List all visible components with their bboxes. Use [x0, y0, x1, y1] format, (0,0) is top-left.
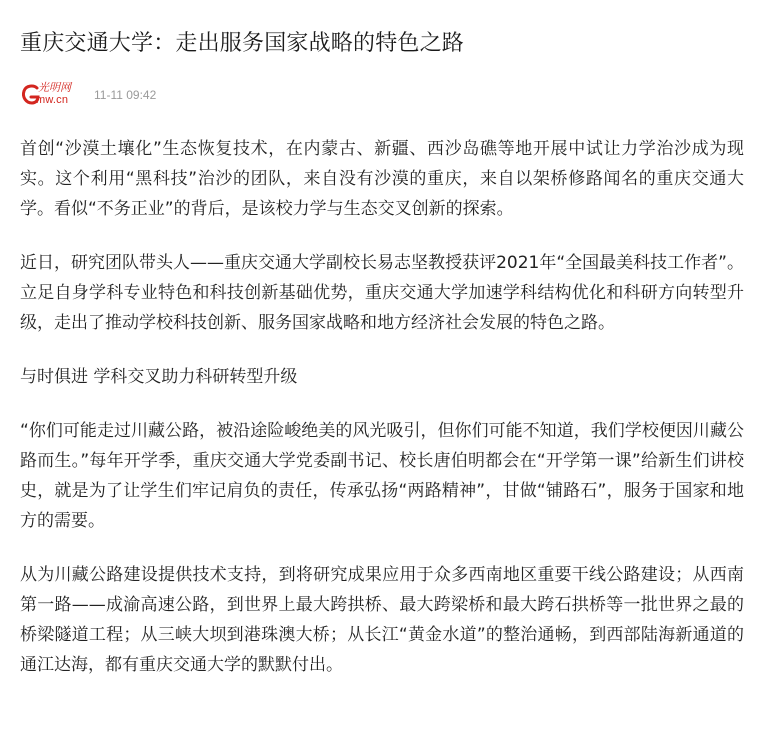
article-title: 重庆交通大学：走出服务国家战略的特色之路: [20, 31, 465, 56]
publish-timestamp: 11-11 09:42: [94, 88, 157, 102]
gmw-logo-text: mw.cn: [36, 94, 69, 106]
article-body: [20, 134, 744, 680]
paragraph: 近日，研究团队带头人——重庆交通大学副校长易志坚教授获评2021年“全国最美科技工作者”。立足自身学科专业特色和科技创新基础优势，重庆交通大学加速学科结构优化和科研方向转型升级，走出了推动学校科技创新、服务国家战略和地方经济社会发展的特色之路。: [20, 253, 744, 333]
paragraph: “你们可能走过川藏公路，被沿途险峻绝美的风光吸引，但你们可能不知道，我们学校便因川藏公路而生。”每年开学季，重庆交通大学党委副书记、校长唐伯明都会在“开学第一课”给新生们讲校史，就是为了让学生们牢记肩负的责任，传承弘扬“两路精神”，甘做“铺路石”，服务于国家和地方的需要。: [20, 421, 744, 531]
article-meta: [20, 80, 744, 110]
section-subheading: 与时俱进 学科交叉助力科研转型升级: [20, 367, 298, 387]
paragraph: 从为川藏公路建设提供技术支持，到将研究成果应用于众多西南地区重要干线公路建设；从西南第一路——成渝高速公路，到世界上最大跨拱桥、最大跨梁桥和最大跨石拱桥等一批世界之最的桥梁隧道工程；从三峡大坝到港珠澳大桥；从长江“黄金水道”的整治通畅，到西部陆海新通道的通江达海，都有重庆交通大学的默默付出。: [20, 565, 744, 675]
paragraph: 首创“沙漠土壤化”生态恢复技术，在内蒙古、新疆、西沙岛礁等地开展中试让力学治沙成为现实。这个利用“黑科技”治沙的团队，来自没有沙漠的重庆，来自以架桥修路闻名的重庆交通大学。看似“不务正业”的背后，是该校力学与生态交叉创新的探索。: [20, 139, 744, 219]
gmw-logo-script: 光明网: [38, 81, 71, 94]
gmw-logo-icon[interactable]: [20, 82, 90, 108]
